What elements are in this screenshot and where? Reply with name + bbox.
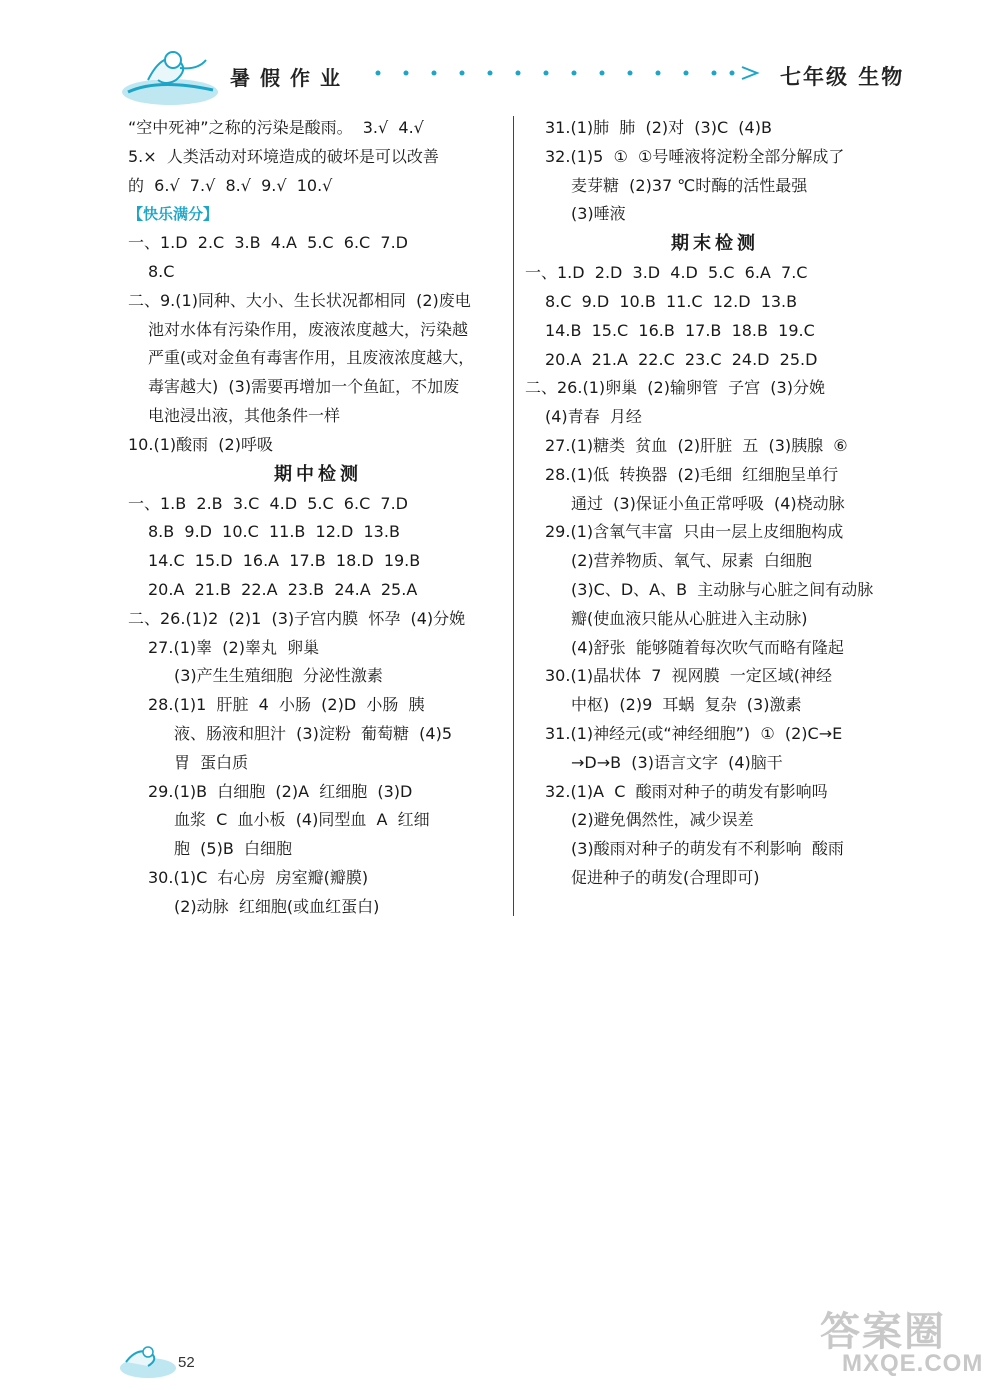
answer-line: 二、26.(1)2 (2)1 (3)子宫内膜 怀孕 (4)分娩 — [128, 608, 466, 628]
answer-line: 8.C — [148, 261, 175, 281]
page-header — [0, 0, 1000, 115]
swimmer-footer-icon — [118, 1340, 178, 1380]
answer-line: 20.A 21.B 22.A 23.B 24.A 25.A — [148, 579, 418, 599]
answer-line: 28.(1)1 肝脏 4 小肠 (2)D 小肠 胰 — [148, 695, 425, 715]
header-title: 暑假作业 — [230, 66, 350, 90]
section-title-midterm: 期中检测 — [274, 463, 362, 485]
right-column — [525, 114, 905, 893]
answer-line: 中枢) (2)9 耳蜗 复杂 (3)激素 — [571, 695, 802, 715]
answer-line: 14.C 15.D 16.A 17.B 18.D 19.B — [148, 551, 421, 571]
answer-line: 胃 蛋白质 — [174, 752, 249, 772]
answer-line: (3)唾液 — [571, 204, 626, 224]
page-number: 52 — [178, 1354, 195, 1371]
answer-line: 31.(1)神经元(或“神经细胞”) ① (2)C→E — [545, 723, 843, 743]
answer-line: 血浆 C 血小板 (4)同型血 A 红细 — [174, 810, 430, 830]
answer-line: 32.(1)A C 酸雨对种子的萌发有影响吗 — [545, 781, 828, 801]
answer-line: 胞 (5)B 白细胞 — [174, 839, 292, 859]
answer-line: (3)酸雨对种子的萌发有不利影响 酸雨 — [571, 839, 844, 859]
watermark-text: 答案圈 — [820, 1309, 946, 1355]
answer-line: 麦芽糖 (2)37 ℃时酶的活性最强 — [571, 175, 808, 195]
answer-line: 二、26.(1)卵巢 (2)输卵管 子宫 (3)分娩 — [525, 378, 825, 398]
answer-line: (2)动脉 红细胞(或血红蛋白) — [174, 896, 380, 916]
answer-line: 一、1.D 2.C 3.B 4.A 5.C 6.C 7.D — [128, 233, 408, 253]
answer-line: (3)产生生殖细胞 分泌性激素 — [174, 666, 383, 686]
answer-line: 促进种子的萌发(合理即可) — [571, 867, 760, 887]
section-tag: 【快乐满分】 — [128, 205, 219, 224]
watermark-url: MXQE.COM — [842, 1350, 984, 1377]
answer-line: 的 6.√ 7.√ 8.√ 9.√ 10.√ — [128, 175, 333, 195]
section-tag-line — [128, 200, 508, 229]
answer-line: 10.(1)酸雨 (2)呼吸 — [128, 434, 273, 454]
answer-line: 通过 (3)保证小鱼正常呼吸 (4)桡动脉 — [571, 493, 845, 513]
left-column — [128, 114, 508, 922]
answer-line: 严重(或对金鱼有毒害作用，且废液浓度越大， — [148, 348, 475, 368]
grade-subject: 七年级 生物 — [780, 64, 905, 89]
answer-line: 瓣(使血液只能从心脏进入主动脉) — [571, 608, 808, 628]
answer-line: (3)C、D、A、B 主动脉与心脏之间有动脉 — [571, 579, 874, 599]
watermark — [820, 1300, 990, 1380]
answer-line: 8.B 9.D 10.C 11.B 12.D 13.B — [148, 522, 400, 542]
answer-line: 30.(1)C 右心房 房室瓣(瓣膜) — [148, 867, 369, 887]
swimmer-logo-icon — [118, 40, 223, 108]
answer-line: 29.(1)含氧气丰富 只由一层上皮细胞构成 — [545, 522, 844, 542]
answer-line: 29.(1)B 白细胞 (2)A 红细胞 (3)D — [148, 781, 413, 801]
answer-line: 二、9.(1)同种、大小、生长状况都相同 (2)废电 — [128, 290, 471, 310]
answer-line: 一、1.D 2.D 3.D 4.D 5.C 6.A 7.C — [525, 263, 808, 283]
answer-line: →D→B (3)语言文字 (4)脑干 — [571, 752, 783, 772]
answer-line: 池对水体有污染作用，废液浓度越大，污染越 — [148, 319, 469, 339]
column-divider — [513, 116, 514, 916]
answer-line: 27.(1)睾 (2)睾丸 卵巢 — [148, 637, 320, 657]
answer-line: 液、肠液和胆汁 (3)淀粉 葡萄糖 (4)5 — [174, 723, 453, 743]
answer-line: 32.(1)5 ① ①号唾液将淀粉全部分解成了 — [545, 146, 845, 166]
answer-line: (2)避免偶然性，减少误差 — [571, 810, 754, 830]
answer-line: 20.A 21.A 22.C 23.C 24.D 25.D — [545, 349, 818, 369]
answer-line: (4)舒张 能够随着每次吹气而略有隆起 — [571, 637, 844, 657]
answer-line: 8.C 9.D 10.B 11.C 12.D 13.B — [545, 291, 798, 311]
page-footer — [118, 1340, 218, 1380]
answer-line: (2)营养物质、氧气、尿素 白细胞 — [571, 551, 812, 571]
header-dots-divider — [372, 66, 760, 80]
answer-line: “空中死神”之称的污染是酸雨。 3.√ 4.√ — [128, 118, 424, 137]
answer-line: (4)青春 月经 — [545, 407, 642, 427]
answer-line: 毒害越大) (3)需要再增加一个鱼缸，不加废 — [148, 377, 460, 397]
answer-line: 27.(1)糖类 贫血 (2)肝脏 五 (3)胰腺 ⑥ — [545, 435, 848, 455]
answer-line: 31.(1)肺 肺 (2)对 (3)C (4)B — [545, 118, 772, 137]
answer-line: 14.B 15.C 16.B 17.B 18.B 19.C — [545, 320, 815, 340]
answer-line: 28.(1)低 转换器 (2)毛细 红细胞呈单行 — [545, 464, 839, 484]
answer-line: 30.(1)晶状体 7 视网膜 一定区域(神经 — [545, 666, 833, 686]
answer-line: 电池浸出液，其他条件一样 — [148, 405, 341, 425]
answer-line: 一、1.B 2.B 3.C 4.D 5.C 6.C 7.D — [128, 493, 409, 513]
answer-line: 5.× 人类活动对环境造成的破坏是可以改善 — [128, 146, 439, 166]
section-title-final: 期末检测 — [671, 233, 759, 255]
